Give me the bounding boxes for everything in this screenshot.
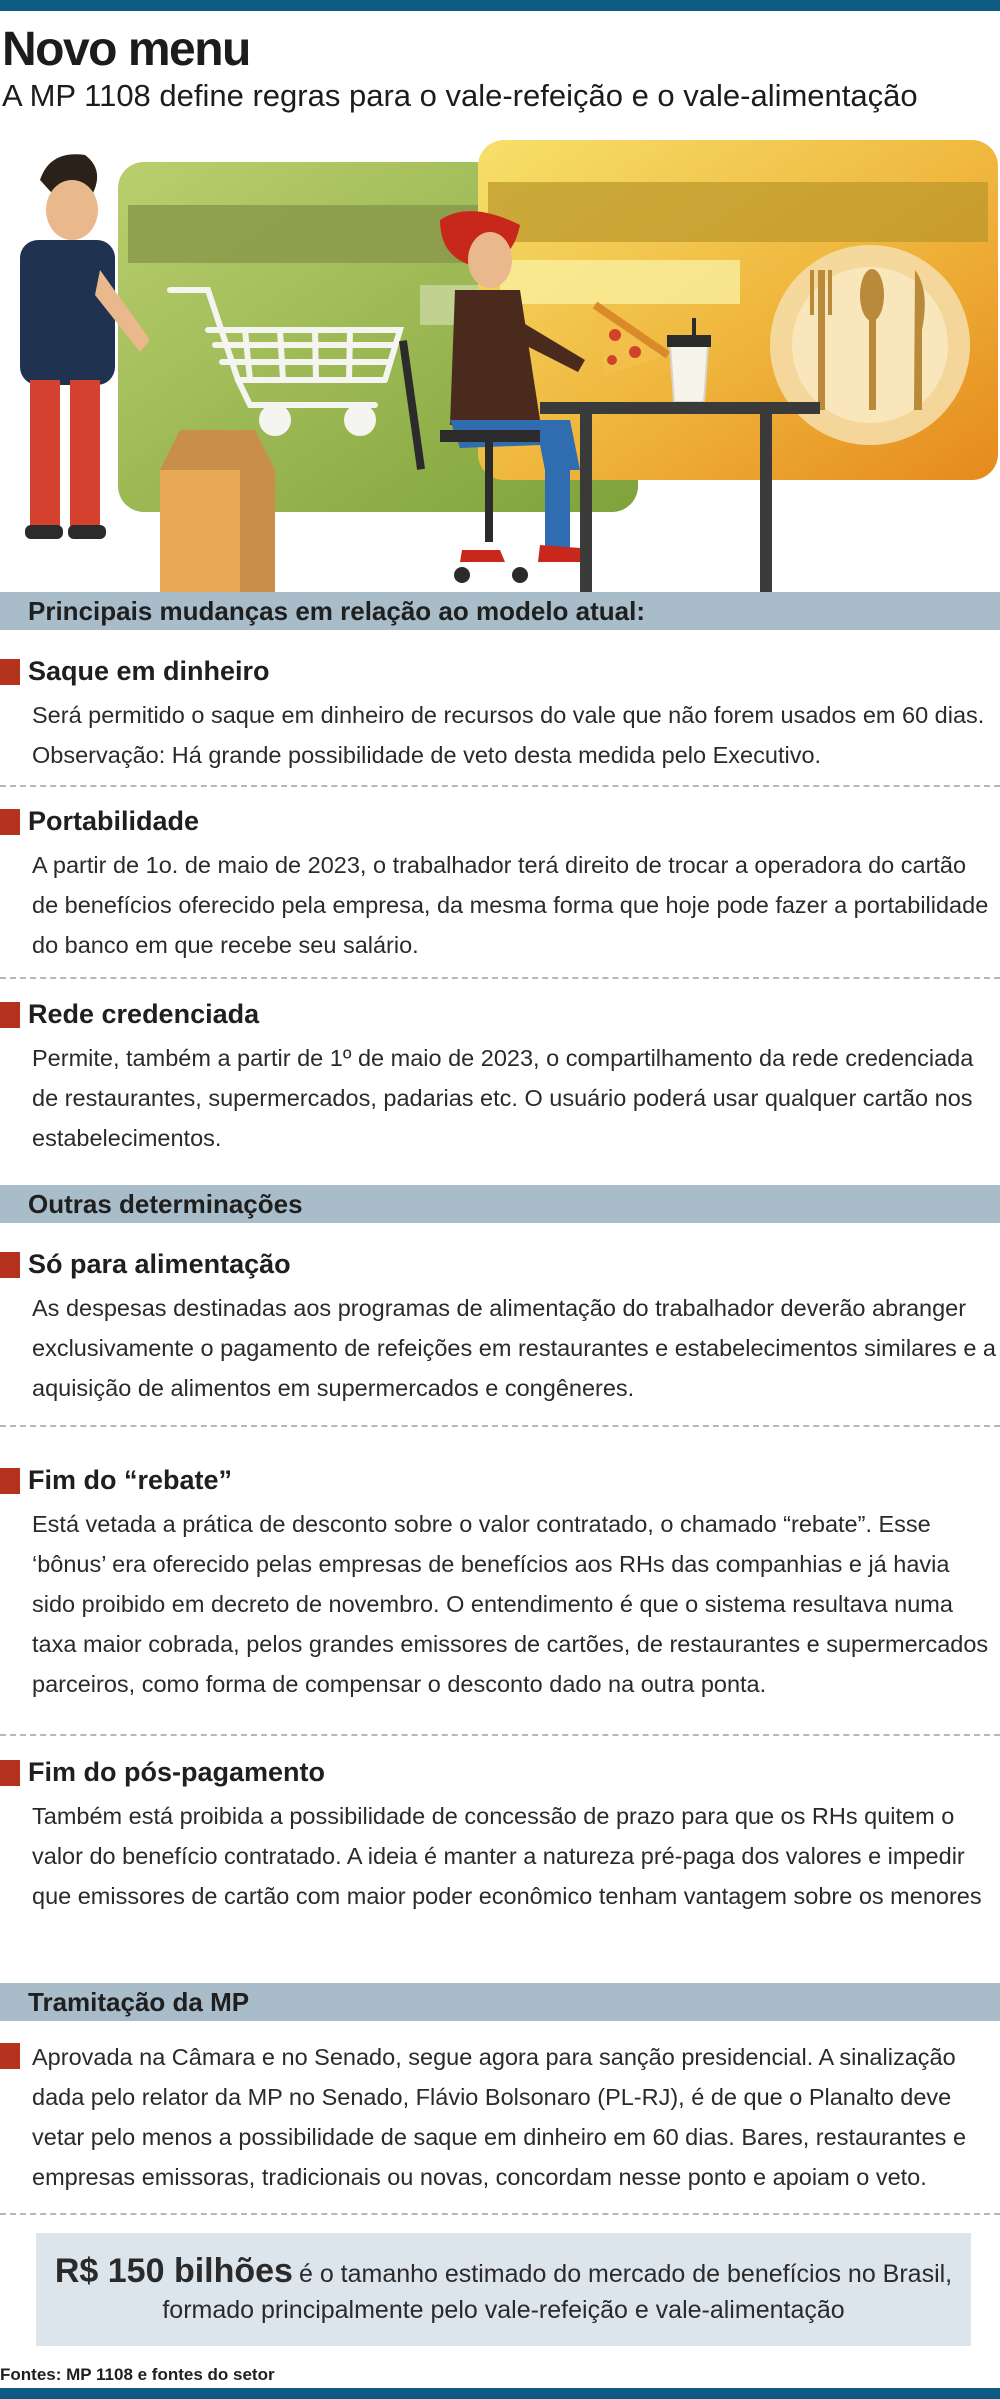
item-text: Também está proibida a possibilidade de concessão de prazo para que os RHs quitem o valor do benefício contratado. A ideia é manter a natureza pré-paga dos valores e impedir que emissores de cartão com maior poder econômico tenham vantagem sobre os menores	[32, 1803, 982, 1909]
dashed-divider	[0, 785, 1000, 787]
item-so-para-alimentacao	[0, 1246, 1000, 1408]
item-title: Saque em dinheiro	[28, 656, 270, 686]
item-rede-credenciada	[0, 996, 1000, 1158]
bottom-accent-bar	[0, 2388, 1000, 2399]
item-text: As despesas destinadas aos programas de alimentação do trabalhador deverão abranger exclusivamente o pagamento de refeições em restaurantes e estabelecimentos similares e a aquisição de alimentos em supermercados e congêneres.	[32, 1295, 997, 1401]
item-text: Está vetada a prática de desconto sobre o valor contratado, o chamado “rebate”. Esse ‘bônus’ era oferecido pelas empresas de benefícios aos RHs das companhias e já havia sido proibido em decreto de novembro. O entendimento é que o sistema resultava numa taxa maior cobrada, pelos grandes emissores de cartões, de restaurantes e supermercados parceiros, como forma de compensar o desconto dado na outra ponta.	[32, 1511, 989, 1697]
dashed-divider	[0, 1425, 1000, 1427]
source-note: Fontes: MP 1108 e fontes do setor	[0, 2365, 275, 2384]
item-text: A partir de 1o. de maio de 2023, o trabalhador terá direito de trocar a operadora do cartão de benefícios oferecido pela empresa, da mesma forma que hoje pode fazer a portabilidade do banco em que recebe seu salário.	[32, 852, 989, 958]
item-marker	[0, 1760, 20, 1786]
top-accent-bar	[0, 0, 1000, 11]
page-title: Novo menu	[2, 23, 250, 76]
item-text: Será permitido o saque em dinheiro de recursos do vale que não forem usados em 60 dias. Observação: Há grande possibilidade de veto desta medida pelo Executivo.	[32, 702, 985, 768]
hero-illustration	[0, 130, 1000, 592]
section-main-changes-title: Principais mudanças em relação ao modelo atual:	[0, 592, 1000, 630]
dashed-divider	[0, 977, 1000, 979]
page-subtitle: A MP 1108 define regras para o vale-refeição e o vale-alimentação	[2, 78, 918, 113]
market-size-highlight	[36, 2233, 971, 2346]
item-title: Portabilidade	[28, 806, 200, 836]
market-size-text-line2: formado principalmente pelo vale-refeição e vale-alimentação	[162, 2296, 845, 2324]
item-fim-do-pos-pagamento	[0, 1754, 1000, 1916]
item-marker	[0, 2043, 20, 2069]
item-title: Fim do pós-pagamento	[28, 1757, 325, 1787]
item-title: Fim do “rebate”	[28, 1465, 233, 1495]
dashed-divider	[0, 2213, 1000, 2215]
item-marker	[0, 809, 20, 835]
item-title: Rede credenciada	[28, 999, 260, 1029]
section-tramitacao-title: Tramitação da MP	[0, 1983, 1000, 2021]
item-marker	[0, 1252, 20, 1278]
item-text: Permite, também a partir de 1º de maio de 2023, o compartilhamento da rede credenciada de restaurantes, supermercados, padarias etc. O usuário poderá usar qualquer cartão nos estabelecimentos.	[32, 1045, 974, 1151]
item-marker	[0, 1002, 20, 1028]
tramitacao-text: Aprovada na Câmara e no Senado, segue agora para sanção presidencial. A sinalização dada pelo relator da MP no Senado, Flávio Bolsonaro (PL-RJ), é de que o Planalto deve vetar pelo menos a possibilidade de saque em dinheiro em 60 dias. Bares, restaurantes e empresas emissoras, tradicionais ou novas, concordam nesse ponto e apoiam o veto.	[32, 2044, 967, 2190]
item-marker	[0, 659, 20, 685]
section-other-rules-title: Outras determinações	[0, 1185, 1000, 1223]
paper-bag-icon	[160, 430, 275, 592]
market-size-value: R$ 150 bilhões	[54, 2252, 293, 2290]
dashed-divider	[0, 1734, 1000, 1736]
cutlery-plate-icon	[770, 245, 970, 445]
item-marker	[0, 1468, 20, 1494]
item-fim-do-rebate	[0, 1462, 1000, 1704]
item-title: Só para alimentação	[28, 1249, 291, 1279]
item-portabilidade	[0, 803, 1000, 965]
market-size-text-line1: é o tamanho estimado do mercado de benefícios no Brasil,	[298, 2260, 953, 2288]
item-saque-em-dinheiro	[0, 653, 1000, 775]
